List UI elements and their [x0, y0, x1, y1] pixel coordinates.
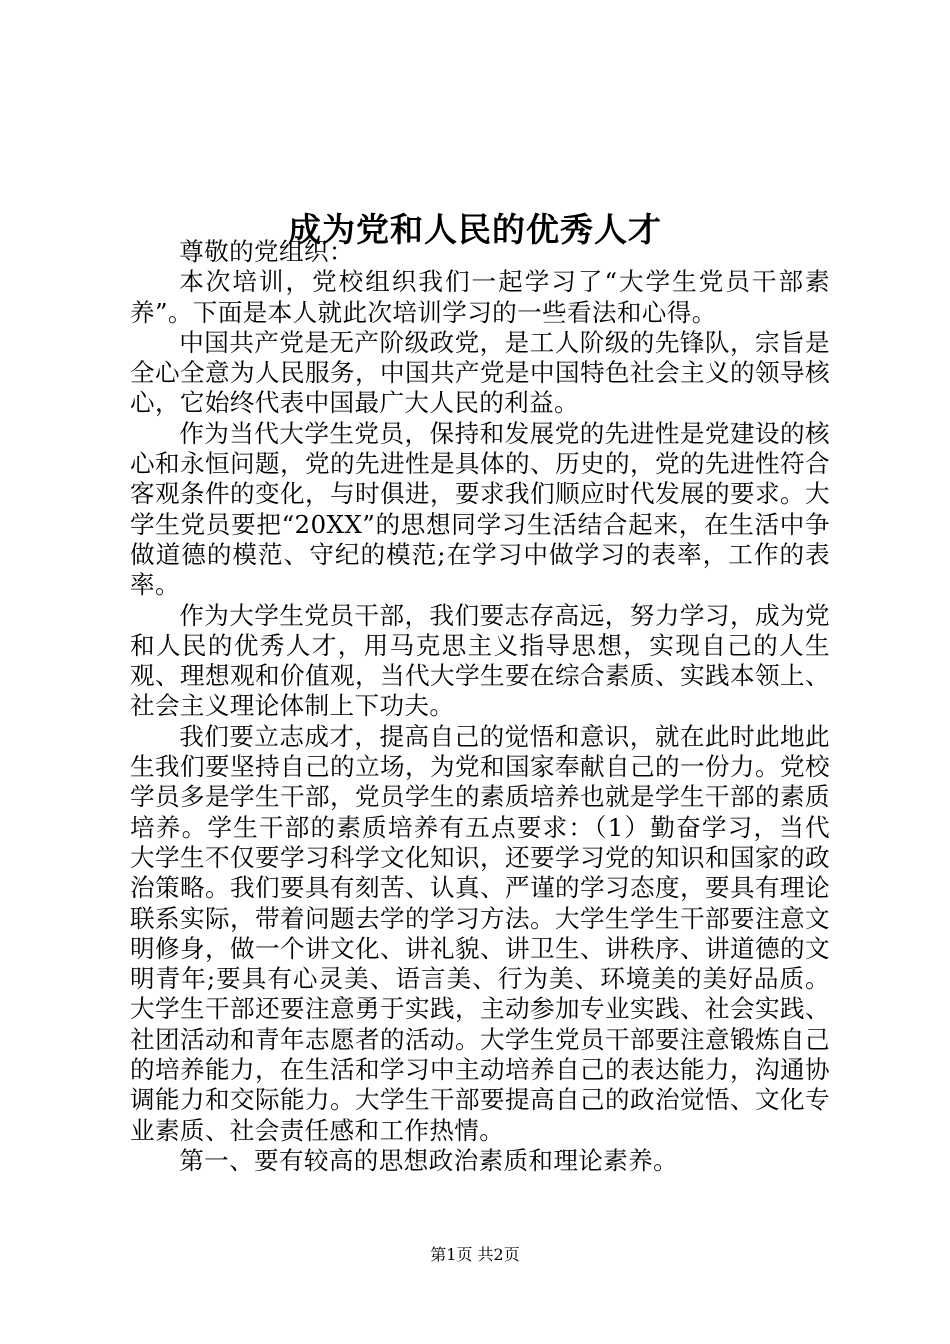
page-footer — [0, 1244, 950, 1266]
document-title: 成为党和人民的优秀人才 — [288, 210, 662, 250]
salutation: 尊敬的党组织： — [179, 237, 354, 266]
paragraph-4: 作为大学生党员干部，我们要志存高远，努力学习，成为党和人民的优秀人才，用马克思主义指导思想，实现自己的人生观、理想观和价值观，当代大学生要在综合素质、实践本领上、社会主义理论体制上下功夫。 — [130, 600, 830, 721]
paragraph-2: 中国共产党是无产阶级政党，是工人阶级的先锋队，宗旨是全心全意为人民服务，中国共产党是中国特色社会主义的领导核心，它始终代表中国最广大人民的利益。 — [130, 327, 830, 418]
paragraph-5: 我们要立志成才，提高自己的觉悟和意识，就在此时此地此生我们要坚持自己的立场，为党和国家奉献自己的一份力。党校学员多是学生干部，党员学生的素质培养也就是学生干部的素质培养。学生干部的素质培养有五点要求：（1）勤奋学习，当代大学生不仅要学习科学文化知识，还要学习党的知识和国家的政治策略。我们要具有刻苦、认真、严谨的学习态度，要具有理论联系实际，带着问题去学的学习方法。大学生学生干部要注意文明修身，做一个讲文化、讲礼貌、讲卫生、讲秩序、讲道德的文明青年;要具有心灵美、语言美、行为美、环境美的美好品质。大学生干部还要注意勇于实践，主动参加专业实践、社会实践、社团活动和青年志愿者的活动。大学生党员干部要注意锻炼自己的培养能力，在生活和学习中主动培养自己的表达能力，沟通协调能力和交际能力。大学生干部要提高自己的政治觉悟、文化专业素质、社会责任感和工作热情。 — [130, 721, 830, 1145]
page-number: 第1页 共2页 — [430, 1245, 520, 1264]
paragraph-6: 第一、要有较高的思想政治素质和理论素养。 — [179, 1145, 679, 1175]
document-body — [130, 237, 830, 1176]
paragraph-3: 作为当代大学生党员，保持和发展党的先进性是党建设的核心和永恒问题，党的先进性是具体的、历史的，党的先进性符合客观条件的变化，与时俱进，要求我们顺应时代发展的要求。大学生党员要把“20XX”的思想同学习生活结合起来，在生活中争做道德的模范、守纪的模范;在学习中做学习的表率，工作的表率。 — [130, 418, 830, 600]
paragraph-1: 本次培训，党校组织我们一起学习了“大学生党员干部素养”。下面是本人就此次培训学习的一些看法和心得。 — [130, 267, 830, 327]
